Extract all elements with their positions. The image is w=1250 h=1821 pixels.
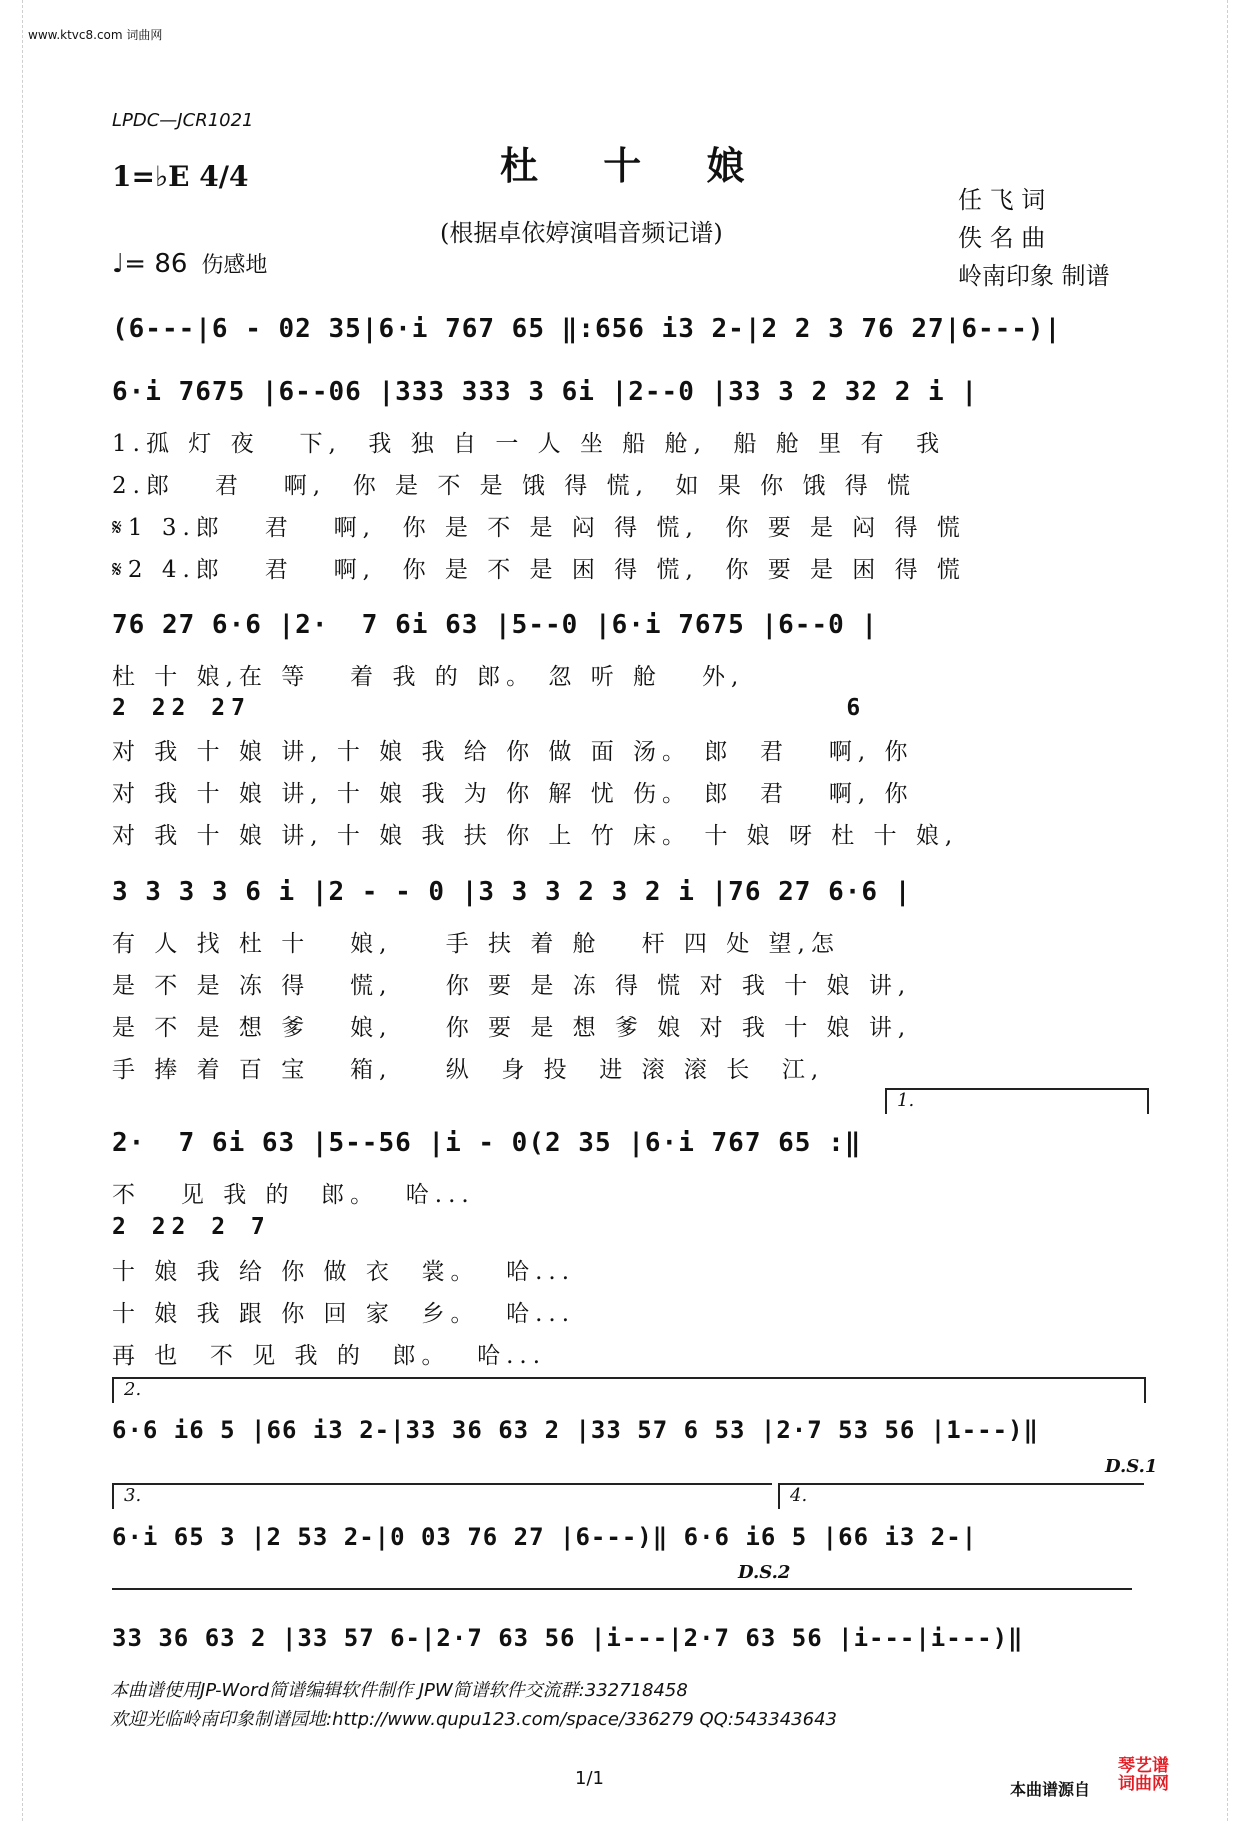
mood-marking: 伤感地 [201, 253, 268, 278]
footer-line-2[interactable]: 欢迎光临岭南印象制谱园地:http://www.qupu123.com/space/336279 QQ:543343643 [110, 1709, 837, 1730]
score-line-3 [112, 610, 1140, 656]
notation-text: 6·i 7675 |6--06 |333 333 3 6i |2--0 |33 3 2 32 2 i | [112, 377, 978, 407]
verse-4c: 手 捧 着 百 宝 箱, 纵 身 投 进 滚 滚 长 江, [112, 1057, 825, 1083]
ds2-marker: D.S.2 [738, 1562, 791, 1583]
notation-text: 33 36 63 2 |33 57 6-|2·7 63 56 |i---|2·7 63 56 |i---|i---)‖ [112, 1624, 1024, 1652]
notation-text: 6·6 i6 5 |66 i3 2-|33 36 63 2 |33 57 6 53 |2·7 53 56 |1---)‖ [112, 1416, 1039, 1444]
notation-text: 6·i 65 3 |2 53 2-|0 03 76 27 |6---)‖ 6·6 i6 5 |66 i3 2-| [112, 1523, 978, 1551]
verse-1a: 1.孤 灯 夜 下, 我 独 自 一 人 坐 船 舱, 船 舱 里 有 我 [112, 431, 946, 457]
lyricist-credit: 任 飞 词 [958, 186, 1046, 214]
score-line-6 [112, 1416, 1140, 1462]
verse-4b: 对 我 十 娘 讲, 十 娘 我 扶 你 上 竹 床。 十 娘 呀 杜 十 娘, [112, 823, 959, 849]
score-line-7 [112, 1523, 1140, 1569]
notation-text: (6---|6 - 02 35|6·i 767 65 ‖:656 i3 2-|2 2 3 76 27|6---)| [112, 314, 1062, 344]
verse-2b: 对 我 十 娘 讲, 十 娘 我 给 你 做 面 汤。 郎 君 啊, 你 [112, 739, 914, 765]
logo-bottom-text: 词曲网 [1118, 1774, 1169, 1794]
notation-text: 76 27 6·6 |2· 7 6i 63 |5--0 |6·i 7675 |6--0 | [112, 610, 879, 640]
verse-3b: 对 我 十 娘 讲, 十 娘 我 为 你 解 忧 伤。 郎 君 啊, 你 [112, 781, 914, 807]
volta-3: 3. [112, 1483, 772, 1509]
verse-4a: 𝄋2 4.郎 君 啊, 你 是 不 是 困 得 慌, 你 要 是 困 得 慌 [112, 557, 966, 583]
divider [112, 1588, 1132, 1590]
score-line-5 [112, 1128, 1140, 1174]
volta-2: 2. [112, 1377, 1146, 1403]
notation-text: 2· 7 6i 63 |5--56 |i - 0(2 35 |6·i 767 65 :‖ [112, 1128, 862, 1158]
score-line-2 [112, 377, 1140, 423]
left-watermark-strip [0, 0, 23, 1821]
footer-line-1: 本曲谱使用JP-Word简谱编辑软件制作 JPW简谱软件交流群:332718458 [110, 1680, 688, 1701]
key-signature: 1=♭E 4/4 [112, 160, 249, 193]
volta-4: 4. [778, 1483, 1144, 1509]
verse-2c: 是 不 是 冻 得 慌, 你 要 是 冻 得 慌 对 我 十 娘 讲, [112, 973, 912, 999]
page-title: 杜 十 娘 [500, 143, 771, 188]
score-code: LPDC—JCR1021 [112, 110, 254, 131]
verse-2a: 2.郎 君 啊, 你 是 不 是 饿 得 慌, 如 果 你 饿 得 慌 [112, 473, 917, 499]
arranger-credit: 岭南印象 制谱 [958, 262, 1110, 290]
tempo-value: ♩= 86 [112, 249, 188, 279]
page-number: 1/1 [575, 1768, 604, 1789]
variant-notes-d: 2 22 2 7 [112, 1214, 271, 1240]
right-watermark-strip [1227, 0, 1250, 1821]
verse-1b: 杜 十 娘,在 等 着 我 的 郎。 忽 听 舱 外, [112, 664, 745, 690]
variant-notes-b: 2 22 27 6 [112, 695, 867, 721]
subtitle: (根据卓依婷演唱音频记谱) [440, 219, 723, 247]
verse-3c: 是 不 是 想 爹 娘, 你 要 是 想 爹 娘 对 我 十 娘 讲, [112, 1015, 912, 1041]
verse-1c: 有 人 找 杜 十 娘, 手 扶 着 舱 杆 四 处 望,怎 [112, 931, 840, 957]
verse-2d: 十 娘 我 给 你 做 衣 裳。 哈... [112, 1259, 576, 1285]
notation-text: 3 3 3 3 6 i |2 - - 0 |3 3 3 2 3 2 i |76 27 6·6 | [112, 877, 912, 907]
verse-4d: 再 也 不 见 我 的 郎。 哈... [112, 1343, 547, 1369]
verse-1d: 不 见 我 的 郎。 哈... [112, 1182, 475, 1208]
source-label: 本曲谱源自 [1010, 1780, 1091, 1799]
site-logo[interactable] [1118, 1757, 1206, 1793]
verse-3d: 十 娘 我 跟 你 回 家 乡。 哈... [112, 1301, 576, 1327]
composer-credit: 佚 名 曲 [958, 224, 1046, 252]
score-line-8 [112, 1624, 1140, 1670]
verse-3a: 𝄋1 3.郎 君 啊, 你 是 不 是 闷 得 慌, 你 要 是 闷 得 慌 [112, 515, 966, 541]
logo-top-text: 琴艺谱 [1118, 1756, 1169, 1776]
site-label[interactable]: www.ktvc8.com 词曲网 [28, 28, 163, 42]
ds1-marker: D.S.1 [1105, 1456, 1158, 1477]
tempo-marking [112, 248, 267, 279]
score-line-4 [112, 877, 1140, 923]
score-line-1 [112, 314, 1140, 360]
volta-1: 1. [885, 1088, 1149, 1114]
